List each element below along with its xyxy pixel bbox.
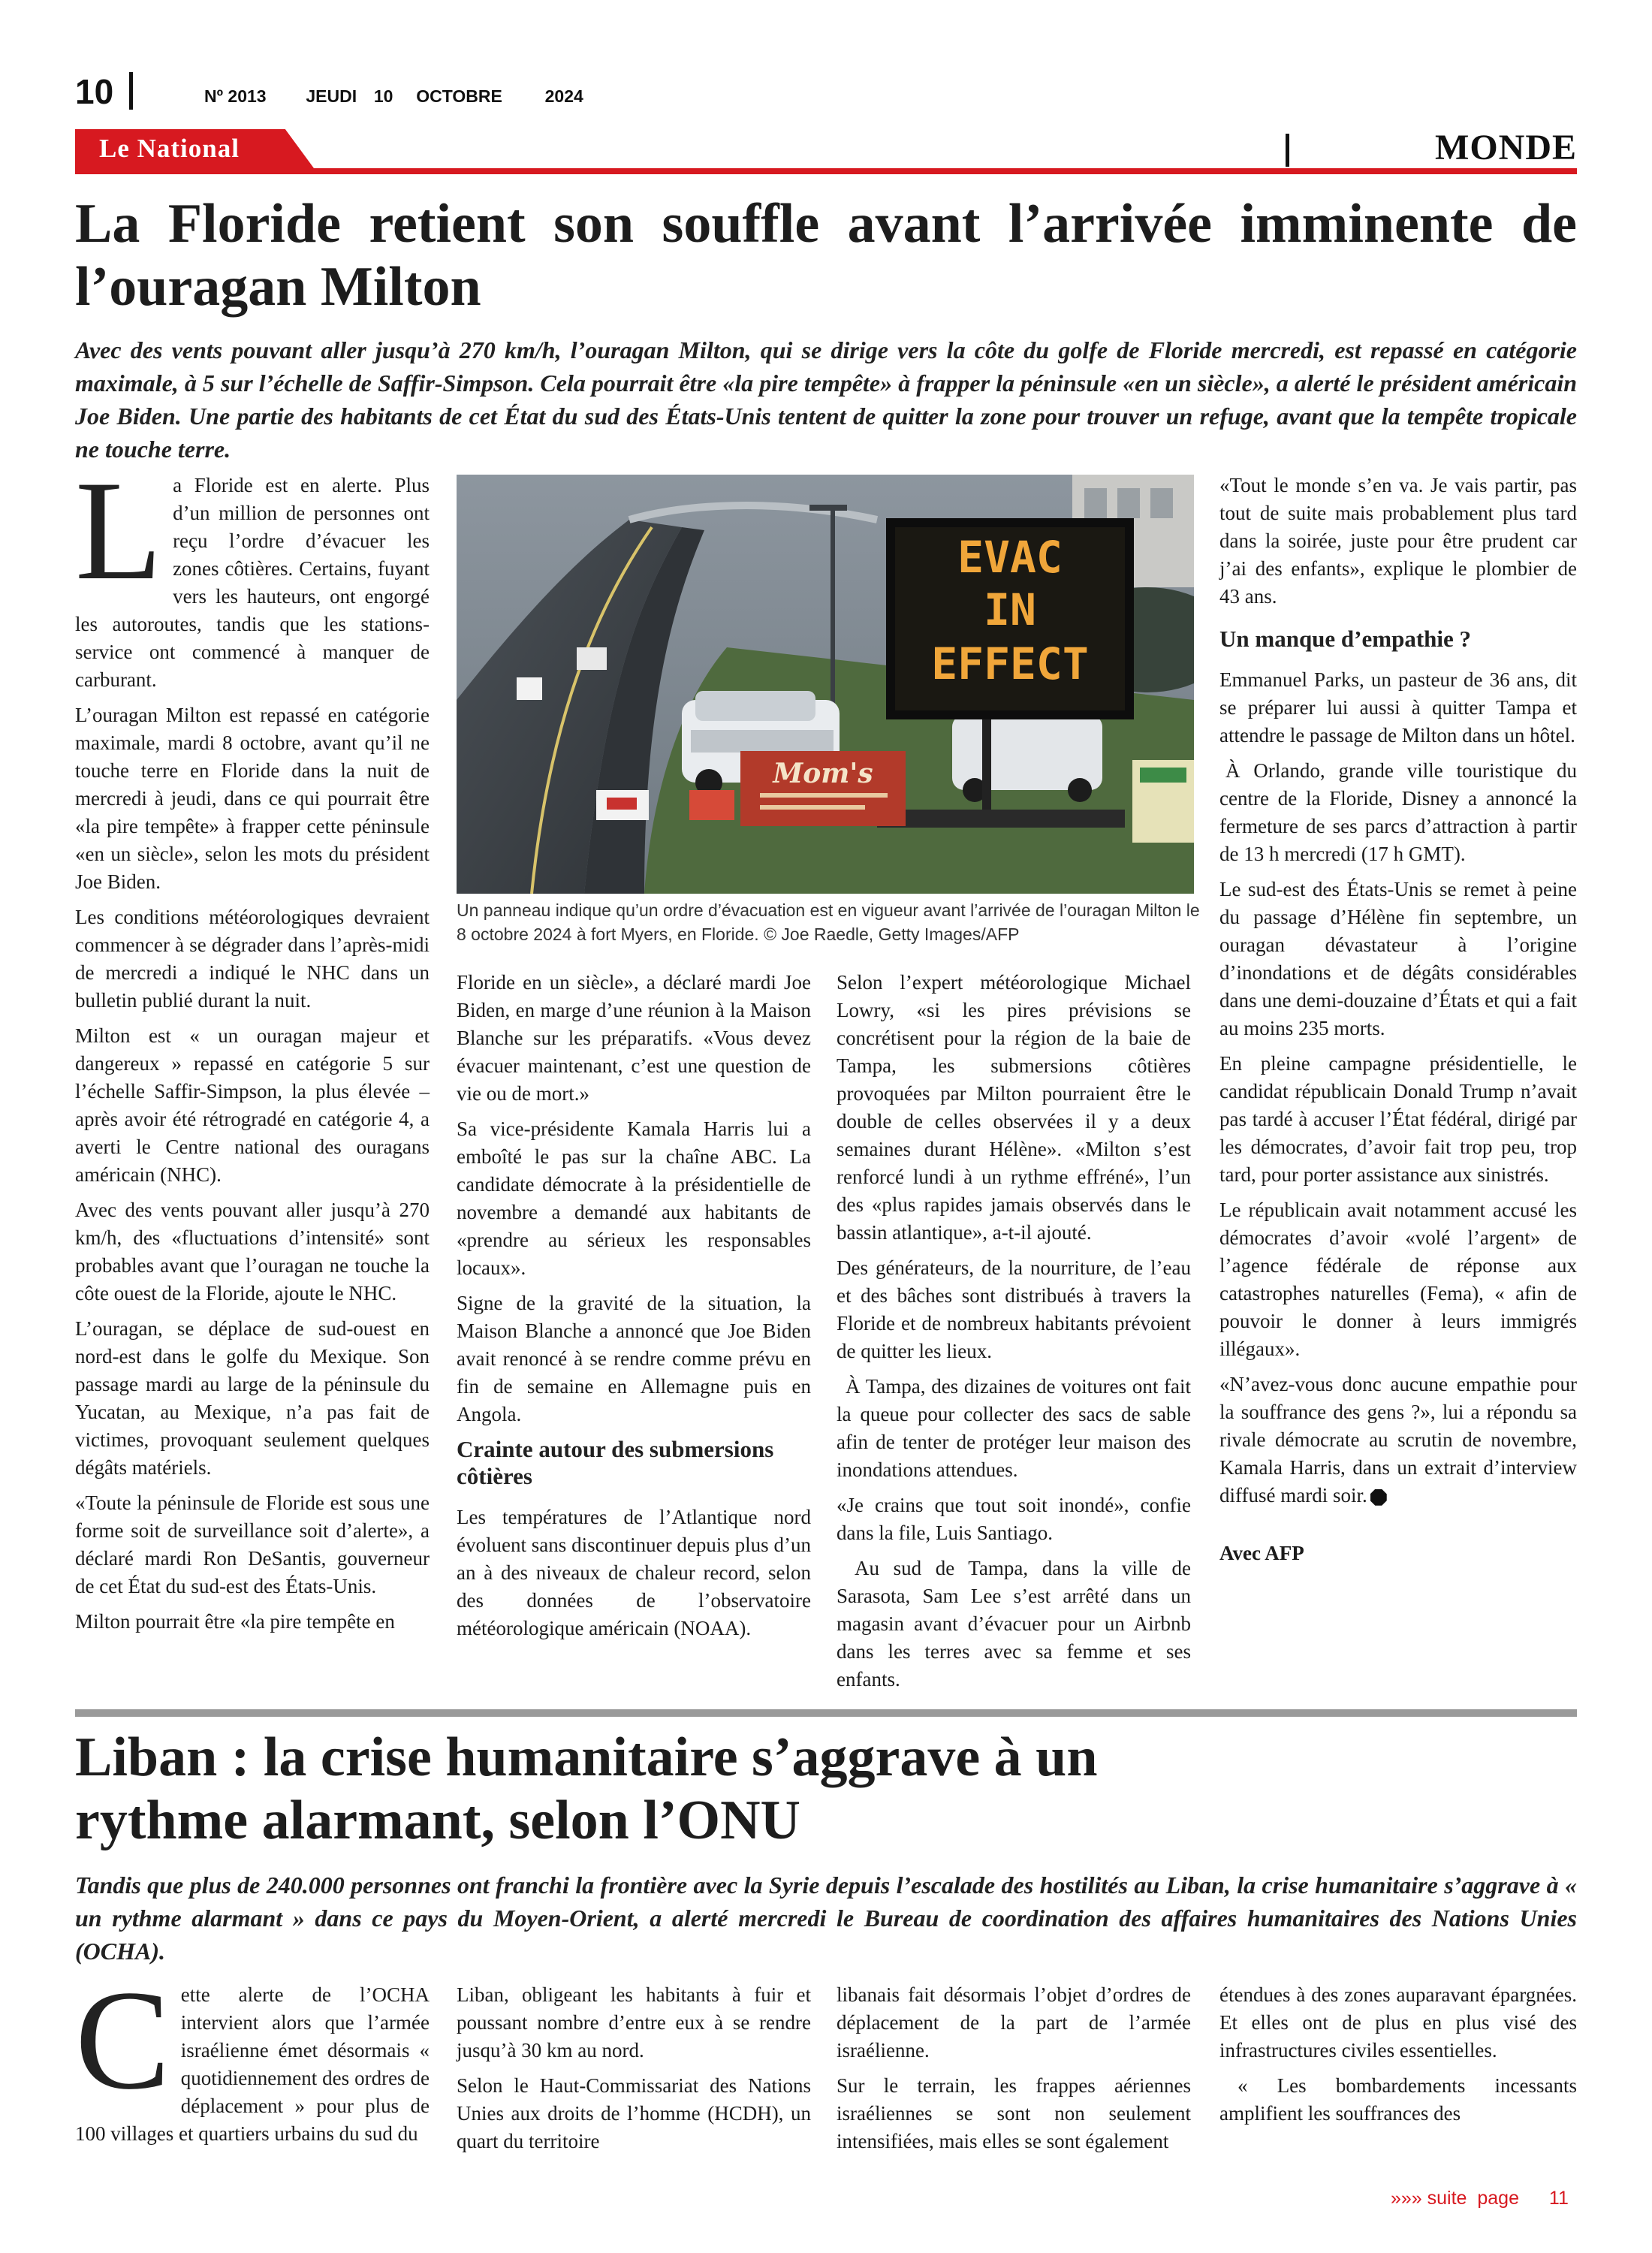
article1-subhead-1: Crainte autour des submersions côtières	[457, 1436, 774, 1489]
article2-col3-p1: libanais fait désormais l’objet d’ordres de déplacement de la part de l’armée israélienne.	[837, 1983, 1191, 2061]
continuation-label: »»» suite page	[1391, 2188, 1519, 2209]
article2-title: Liban : la crise humanitaire s’aggrave à un rythme alarmant, selon l’ONU	[75, 1727, 1098, 1851]
article1-col4-p3: À Orlando, grande ville touristique du centre de la Floride, Disney a annoncé la fermeture de ses parcs d’attraction à partir de 13 h mercredi (17 h GMT).	[1219, 759, 1577, 865]
article1-col4-p7: «N’avez-vous donc aucune empathie pour la souffrance des gens ?», lui a répondu sa rivale démocrate au scrutin de novembre, Kamala Harris, dans un extrait d’interview diffusé mardi soir.	[1219, 1373, 1577, 1507]
article1-col1-p3: Les conditions météorologiques devraient commencer à se dégrader dans l’après-midi de mercredi a indiqué le NHC dans un bulletin publié durant la nuit.	[75, 906, 430, 1012]
article1-col4-p5: En pleine campagne présidentielle, le candidat républicain Donald Trump n’avait pas tardé à accuser l’État fédéral, dirigé par les démocrates, d’avoir fait trop peu, trop tard, pour porter assistance aux sinistrés.	[1219, 1052, 1577, 1186]
article1-col4-last-paragraph	[1219, 1371, 1577, 1510]
article2-column-3	[837, 1981, 1191, 2163]
article-separator	[75, 1709, 1577, 1717]
issue-day: JEUDI	[306, 86, 357, 106]
article1-col1-p6: L’ouragan, se déplace de sud-ouest en nord-est dans le golfe du Mexique. Son passage mardi au large de la péninsule du Yucatan, au Mexique, n’a pas fait de victimes, provoquant seulement quelques dégâts matériels.	[75, 1317, 430, 1479]
article1-subhead-2: Un manque d’empathie ?	[1219, 626, 1472, 652]
article1-col1-p7: «Toute la péninsule de Floride est sous une forme soit de surveillance soit d’alerte», a déclaré mardi Ron DeSantis, gouverneur de cet État du sud-est des États-Unis.	[75, 1491, 430, 1597]
article1-col1-p5: Avec des vents pouvant aller jusqu’à 270 km/h, des «fluctuations d’intensité» sont probables avant que l’ouragan ne touche la côte ouest de la Floride, ajoute le NHC.	[75, 1199, 430, 1304]
article2-col2-p1: Liban, obligeant les habitants à fuir et poussant nombre d’entre eux à se rendre jusqu’à 30 km au nord.	[457, 1983, 811, 2061]
article1-column-4	[1219, 472, 1577, 1575]
article1-col4-p2: Emmanuel Parks, un pasteur de 36 ans, dit se préparer lui aussi à quitter Tampa et attendre le passage de Milton dans un hôtel.	[1219, 668, 1577, 746]
evac-sign-line1: EVAC	[957, 532, 1063, 583]
article1-column-2	[457, 969, 811, 1650]
shop-sign-text: Mom's	[773, 758, 873, 789]
article1-col1-p2: L’ouragan Milton est repassé en catégorie maximale, mardi 8 octobre, avant qu’il ne touche terre en Floride dans la nuit de mercredi à jeudi, dans ce qui pourrait être «la pire tempête» à frapper cette péninsule «en un siècle», selon les mots du président Joe Biden.	[75, 704, 430, 893]
article2-column-1	[75, 1962, 430, 2155]
article1-col4-p1: «Tout le monde s’en va. Je vais partir, pas tout de suite mais probablement plus tard dans la soirée, juste pour être prudent car j’ai des enfants», explique le plombier de 43 ans.	[1219, 474, 1577, 608]
evac-sign-line2: IN	[984, 584, 1036, 635]
article2-chapo: Tandis que plus de 240.000 personnes ont franchi la frontière avec la Syrie depuis l’escalade des hostilités au Liban, la crise humanitaire s’aggrave à « un rythme alarmant » dans ce pays du Moyen-Orient, a alerté mercredi le Bureau de coordination des affaires humanitaires des Nations Unies (OCHA).	[75, 1871, 1577, 1965]
page-number: 10	[75, 72, 114, 111]
article2-column-2	[457, 1981, 811, 2163]
article2-col4-p1: étendues à des zones auparavant épargnées. Et elles ont de plus en plus visé des infrastructures civiles essentielles.	[1219, 1983, 1577, 2061]
section-separator	[1286, 134, 1289, 167]
continuation-link[interactable]	[1391, 2187, 1569, 2209]
issue-dateline	[204, 86, 583, 107]
article2-col1-p1: ette alerte de l’OCHA intervient alors que l’armée israélienne émet désormais « quotidiennement des ordres de déplacement » pour plus de 100 villages et quartiers urbains du sud du	[75, 1983, 430, 2145]
article1-col4-p4: Le sud-est des États-Unis se remet à peine du passage d’Hélène fin septembre, un ouragan dévastateur à l’origine d’inondations et de dégâts considérables dans une demi-douzaine d’États et qui a fait au moins 235 morts.	[1219, 878, 1577, 1039]
end-mark-icon	[1370, 1489, 1387, 1506]
article1-col3-p5: Au sud de Tampa, dans la ville de Sarasota, Sam Lee s’est arrêté dans un magasin avant d’évacuer pour un Airbnb dans les terres avec sa femme et ses enfants.	[837, 1557, 1191, 1691]
article2-col3-p2: Sur le terrain, les frappes aériennes israéliennes se sont non seulement intensifiées, mais elles se sont également	[837, 2074, 1191, 2152]
article1-col2-p1: Floride en un siècle», a déclaré mardi Joe Biden, en marge d’une réunion à la Maison Blanche sur les préparatifs. «Vous devez évacuer maintenant, c’est une question de vie ou de mort.»	[457, 971, 811, 1105]
page-number-separator	[129, 72, 133, 110]
issue-month: OCTOBRE	[416, 86, 502, 106]
article1-col3-p4: «Je crains que tout soit inondé», confie dans la file, Luis Santiago.	[837, 1494, 1191, 1544]
continuation-page: 11	[1548, 2188, 1569, 2209]
article1-col2-p3: Signe de la gravité de la situation, la Maison Blanche a annoncé que Joe Biden avait renoncé à se rendre comme prévu en fin de semaine en Allemagne puis en Angola.	[457, 1292, 811, 1425]
article1-col2-p4: Les températures de l’Atlantique nord évoluent sans discontinuer depuis plus d’un an à des niveaux de chaleur record, selon des données de l’observatoire météorologique américain (NOAA).	[457, 1506, 811, 1639]
article1-column-1	[75, 452, 430, 1643]
article1-col1-p8: Milton pourrait être «la pire tempête en	[75, 1610, 395, 1633]
article2-col2-p2: Selon le Haut-Commissariat des Nations Unies aux droits de l’homme (HCDH), un quart du territoire	[457, 2074, 811, 2152]
header-rule	[75, 168, 1577, 174]
issue-date-day: 10	[373, 86, 393, 106]
article1-col3-p3: À Tampa, des dizaines de voitures ont fait la queue pour collecter des sacs de sable afin de tenter de protéger leur maison des inondations attendues.	[837, 1375, 1191, 1481]
article1-signature: Avec AFP	[1219, 1542, 1304, 1564]
evacuation-photo-illustration	[457, 475, 1194, 894]
article2-column-4	[1219, 1981, 1577, 2135]
article1-photo	[457, 475, 1194, 894]
evac-sign-line3: EFFECT	[931, 638, 1089, 689]
photo-caption: Un panneau indique qu’un ordre d’évacuation est en vigueur avant l’arrivée de l’ouragan Milton le 8 octobre 2024 à fort Myers, en Floride. © Joe Raedle, Getty Images/AFP	[457, 900, 1200, 944]
article1-col1-p1: a Floride est en alerte. Plus d’un million de personnes ont reçu l’ordre d’évacuer les zones côtières. Certains, fuyant vers les hauteurs, ont engorgé les autoroutes, tandis que les stations-service ont commencé à manquer de carburant.	[75, 474, 430, 691]
article1-col3-p2: Des générateurs, de la nourriture, de l’eau et des bâches sont distribués à travers la Floride et de nombreux habitants prévoient de quitter les lieux.	[837, 1256, 1191, 1362]
dropcap: L	[75, 452, 163, 610]
article1-col1-p4: Milton est « un ouragan majeur et dangereux » repassé en catégorie 5 sur l’échelle Saffir-Simpson, la plus élevée – après avoir été rétrogradé en catégorie 4, a averti le Centre national des ouragans américain (NHC).	[75, 1024, 430, 1186]
article1-col2-p2: Sa vice-présidente Kamala Harris lui a emboîté le pas sur la chaîne ABC. La candidate démocrate à la présidentielle de novembre a demandé aux habitants de «prendre au sérieux les responsables locaux».	[457, 1117, 811, 1279]
brand-name: Le National	[99, 134, 240, 163]
issue-number: Nº 2013	[204, 86, 267, 106]
issue-year: 2024	[544, 86, 583, 106]
article2-dropcap: C	[75, 1962, 170, 2119]
article2-col4-p2: « Les bombardements incessants amplifient les souffrances des	[1219, 2074, 1577, 2125]
section-name: MONDE	[1435, 128, 1577, 167]
article1-chapo: Avec des vents pouvant aller jusqu’à 270 km/h, l’ouragan Milton, qui se dirige vers la côte du golfe de Floride mercredi, est repassé en catégorie maximale, à 5 sur l’échelle de Saffir-Simpson. Cela pourrait être «la pire tempête» à frapper la péninsule «en un siècle», a alerté le président américain Joe Biden. Une partie des habitants de cet État du sud des États-Unis tentent de quitter la zone pour trouver un refuge, avant que la tempête tropicale ne touche terre.	[75, 336, 1577, 463]
article1-col4-p6: Le républicain avait notamment accusé les démocrates d’avoir «volé l’argent» de l’agence fédérale de réponse aux catastrophes naturelles (Fema), « afin de pouvoir le donner à leurs immigrés illégaux».	[1219, 1199, 1577, 1360]
article1-col3-p1: Selon l’expert météorologique Michael Lowry, «si les pires prévisions se concrétisent pour la région de la baie de Tampa, les submersions côtières provoquées par Milton pourraient être le double de celles observées il y a deux semaines durant Hélène». «Milton s’est renforcé lundi à un rythme effréné», l’un des «plus rapides jamais observés dans le bassin atlantique», a-t-il ajouté.	[837, 971, 1191, 1244]
article1-title: La Floride retient son souffle avant l’arrivée imminente de l’ouragan Milton	[75, 193, 1577, 318]
article1-column-3	[837, 969, 1191, 1701]
